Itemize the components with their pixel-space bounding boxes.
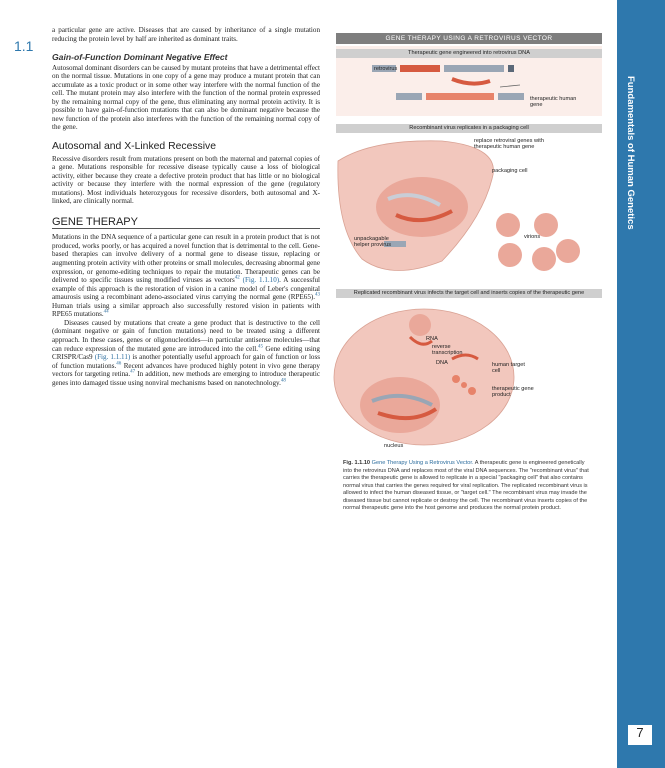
ref-47[interactable]: 47 bbox=[130, 369, 136, 375]
body-text-column bbox=[52, 26, 320, 387]
gt-p1-text-c: Human trials using a similar approach also successfully restored vision in patients with RPE65 mutations. bbox=[52, 301, 320, 319]
panel1-title: Therapeutic gene engineered into retrovirus DNA bbox=[336, 49, 602, 58]
caption-text: A therapeutic gene is engineered genetically into the retrovirus DNA and replaces most of the viral DNA sequences. The "recombinant virus" that carries the therapeutic gene is allowed to replicate in a special "packaging cell" that also contains normal virus that carries the genes required for viral replication. The replicated recombinant virus is allowed to infect the human diseased tissue, or "target cell." The recombinant virus may invade the diseased tissue but cannot replicate or destroy the cell. The recombinant virus inserts copies of the normal therapeutic gene into the host genome and produces the normal protein product. bbox=[343, 460, 589, 511]
label-therapeutic-gene: therapeutic human gene bbox=[530, 96, 577, 109]
section-tab bbox=[6, 30, 48, 66]
gt-p2-text-b: Gene editing using CRISPR/Cas9 bbox=[52, 344, 320, 362]
gt-p2-text-c: is another potentially useful approach for gain of function or loss of function mutations. bbox=[52, 353, 320, 370]
ref-45[interactable]: 45 bbox=[258, 344, 264, 350]
ref-44[interactable]: 44 bbox=[103, 309, 109, 315]
caption-figure-title: Gene Therapy Using a Retrovirus Vector. bbox=[371, 460, 474, 466]
ar-paragraph: Recessive disorders result from mutations present on both the maternal and paternal copies of a gene. Mutations responsible for recessive disease typically cause a loss of biological activity, either because they create a defective protein product that has little or no biological activity or because they interfere with the normal expression of the gene (regulatory mutations). Most individuals heterozygous for recessive disorders, both autosomal and X-linked, are clinically normal. bbox=[52, 154, 320, 206]
fig-ref-1-1-10[interactable]: (Fig. 1.1.10) bbox=[242, 276, 280, 285]
label-reverse-transcription: reverse transcription bbox=[432, 344, 463, 357]
ref-43[interactable]: 43 bbox=[315, 292, 320, 298]
gt-paragraph-2 bbox=[52, 319, 320, 387]
figure-title-bar: GENE THERAPY USING A RETROVIRUS VECTOR bbox=[336, 33, 602, 44]
ref-42[interactable]: 42 bbox=[234, 275, 240, 281]
gt-p2-text-a: Diseases caused by mutations that create a gene product that is destructive to the cell (dominant negative or gain of function mutations) need to be treated using a different approach. In these cases, genes or oligonucleotides—in particular antisense molecules—that can reduce expression of the mutated gene are introduced into the cell. bbox=[52, 318, 320, 353]
label-packaging-cell: packaging cell bbox=[492, 168, 528, 174]
ref-48[interactable]: 48 bbox=[280, 378, 286, 384]
label-helper-provirus: unpackagable helper provirus bbox=[354, 236, 391, 249]
label-human-target-cell: human target cell bbox=[492, 362, 525, 375]
label-nucleus: nucleus bbox=[384, 443, 404, 449]
figure-caption bbox=[343, 460, 595, 513]
panel2-title: Recombinant virus replicates in a packaging cell bbox=[336, 124, 602, 133]
caption-figure-number: Fig. 1.1.10 bbox=[343, 460, 371, 466]
infecting-virion bbox=[409, 314, 431, 336]
gt-p1-text-a: Mutations in the DNA sequence of a particular gene can result in a protein product that is not produced, works poorly, or has acquired a novel function that is detrimental to the cell. Gene-based therapies can involve delivery of a normal gene to disease tissue, replacing or augmenting protein activity with other proteins or small molecules, decreasing abnormal gene expression, or genome-editing techniques to repair the mutation. Therapeutic genes can be delivered to specific tissues using modified viruses as vectors bbox=[52, 233, 320, 285]
gt-p2-text-e: In addition, new methods are emerging to introduce therapeutic genes into damaged tissue using nonviral mechanisms based on nanotechnology. bbox=[52, 370, 320, 387]
panel3-title: Replicated recombinant virus infects the target cell and inserts copies of the therapeutic gene bbox=[336, 289, 602, 298]
section-title-vertical: Fundamentals of Human Genetics bbox=[625, 76, 636, 230]
gof-heading: Gain-of-Function Dominant Negative Effect bbox=[52, 52, 228, 63]
label-dna: DNA bbox=[436, 360, 448, 366]
gene-therapy-heading: GENE THERAPY bbox=[52, 218, 320, 230]
packaging-nucleus bbox=[376, 177, 468, 237]
gof-paragraph: Autosomal dominant disorders can be caused by mutant proteins that have a detrimental effect on the normal tissue. Mutations in one copy of a gene may produce a mutant protein that can accumulate as a toxic product or in some other way interfere with the normal function of the cell. The mutant protein may also interfere with the function of the normal protein expressed by the remaining normal copy of the gene, thus eliminating any normal protein activity. It is possible to have gain-of-function mutations that can also be dominant negative because the new function of the protein also interferes with the function of the remaining normal copy of the gene. bbox=[52, 63, 320, 132]
label-virions: virions bbox=[524, 234, 541, 240]
ref-46[interactable]: 46 bbox=[116, 361, 122, 367]
gt-p1-text-b: . A successful example of this approach is the restoration of vision in a canine model of Leber's congenital amaurosis using a recombinant adeno-associated virus carrying the normal gene (RPE65). bbox=[52, 276, 320, 302]
label-replace-genes: replace retroviral genes with therapeutic human gene bbox=[474, 138, 544, 151]
section-number: 1.1 bbox=[14, 38, 34, 54]
ar-heading: Autosomal and X-Linked Recessive bbox=[52, 141, 217, 153]
gt-paragraph-1 bbox=[52, 233, 320, 318]
intro-paragraph: a particular gene are active. Diseases that are caused by inheritance of a single mutation reducing the protein level by half are inherited as dominant traits. bbox=[52, 26, 320, 43]
page-number: 7 bbox=[628, 725, 652, 745]
label-gene-product: therapeutic gene product bbox=[492, 386, 534, 399]
label-retrovirus: retrovirus bbox=[374, 66, 398, 72]
gt-p2-text-d: Recent advances have produced highly potent in vivo gene therapy vectors for targeting retina. bbox=[52, 361, 320, 379]
fig-ref-1-1-11[interactable]: (Fig. 1.1.11) bbox=[94, 353, 131, 362]
label-rna: RNA bbox=[426, 336, 438, 342]
